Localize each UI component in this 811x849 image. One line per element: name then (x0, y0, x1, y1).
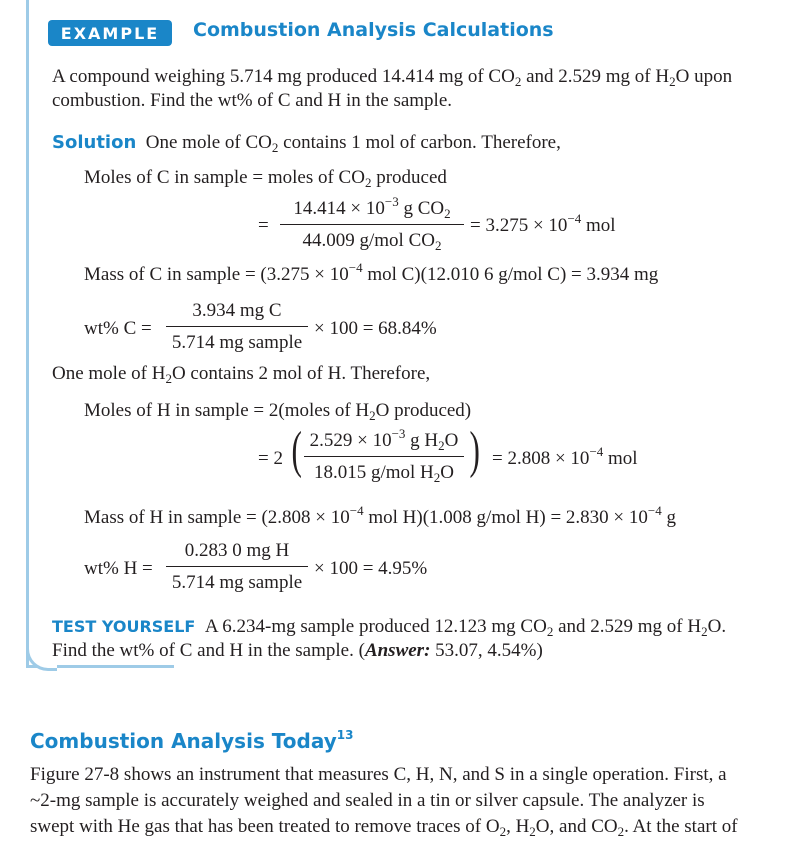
problem-line-2: combustion. Find the wt% of C and H in the sample. (52, 90, 453, 111)
answer-label: Answer: (364, 640, 431, 661)
test-yourself-label: TEST YOURSELF (52, 617, 196, 636)
frac1-numerator: $14.414 \times 10^{-3}$ g $CO_2$ (293, 194, 451, 221)
wt-h-lhs: wt% H = (84, 558, 153, 579)
wt-h-fraction: 0.283 0 mg H 5.714 mg sample (166, 538, 308, 595)
frac2-prefix: = 2 (258, 448, 283, 469)
moles-c-equation: Moles of C in sample = moles of $CO_2$ produced (84, 167, 447, 190)
solution-label: Solution (52, 132, 137, 153)
frac1 (280, 196, 464, 253)
wt-c-result: × 100 = 68.84% (314, 318, 437, 339)
test-line-2: Find the wt% of C and H in the sample. (Answer: 53.07, 4.54%) (52, 640, 543, 661)
h-intro: One mole of $H_2O$ contains 2 mol of H. Therefore, (52, 363, 431, 386)
frac1-denominator: 44.009 g/mol $CO_2$ (302, 230, 442, 253)
section-heading: Combustion Analysis Today$^{13}$ (30, 728, 354, 753)
frac1-result: = $3.275 \times 10^{-4}$ mol (470, 211, 616, 236)
moles-h-equation: Moles of H in sample = 2(moles of $H_2O$ produced) (84, 400, 472, 423)
frac2 (304, 428, 464, 485)
test-line-1: TEST YOURSELF A 6.234-mg sample produced 12.123 mg $CO_2$ and 2.529 mg of $H_2O$. (52, 616, 727, 639)
frac2-denominator: 18.015 g/mol $H_2O$ (313, 462, 455, 485)
section-line-2: ~2-mg sample is accurately weighed and sealed in a tin or silver capsule. The analyzer is (30, 790, 705, 811)
problem-line-1: A compound weighing 5.714 mg produced 14.414 mg of $CO_2$ and 2.529 mg of $H_2O$ upon (52, 66, 733, 89)
example-label-badge: EXAMPLE (48, 20, 172, 46)
reference-superscript: 13 (336, 728, 354, 742)
mass-c-equation: Mass of C in sample = ($3.275 \times 10^{-4}$ mol C)(12.010 6 g/mol C) = 3.934 mg (84, 260, 659, 285)
frac2-left-paren: ( (291, 422, 302, 479)
mass-h-equation: Mass of H in sample = ($2.808 \times 10^{-4}$ mol H)(1.008 g/mol $H) = 2.830 \times 10^{-4}$ g (84, 503, 676, 528)
solution-line: Solution One mole of $CO_2$ contains 1 mol of carbon. Therefore, (52, 132, 561, 155)
wt-c-lhs: wt% C = (84, 318, 152, 339)
frac2-right-paren: ) (469, 422, 480, 479)
frac1-equals: = (258, 215, 269, 236)
frac2-numerator: $2.529 \times 10^{-3}$ g $H_2O$ (309, 426, 459, 453)
section-line-1: Figure 27-8 shows an instrument that measures C, H, N, and S in a single operation. First, a (30, 764, 727, 785)
example-left-rule (26, 0, 29, 668)
section-line-3: swept with He gas that has been treated to remove traces of $O_2$, $H_2O$, and $CO_2$. At the start of (30, 816, 738, 839)
wt-h-result: × 100 = 4.95% (314, 558, 428, 579)
wt-c-fraction: 3.934 mg C 5.714 mg sample (166, 298, 308, 355)
frac2-result: = $2.808 \times 10^{-4}$ mol (492, 444, 638, 469)
example-title: Combustion Analysis Calculations (193, 19, 554, 41)
